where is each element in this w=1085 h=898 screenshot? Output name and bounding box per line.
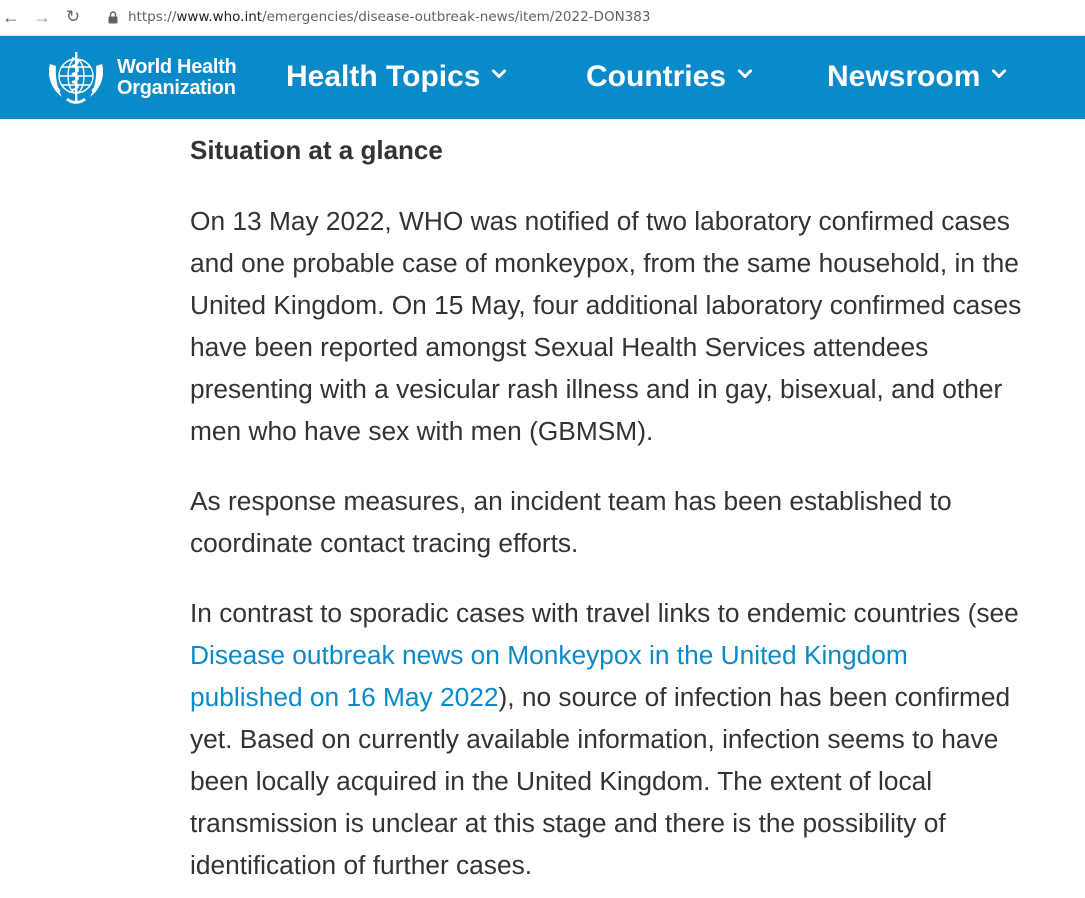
- who-logo-text[interactable]: [117, 57, 236, 99]
- who-emblem-icon[interactable]: [44, 48, 108, 108]
- lock-icon[interactable]: [108, 11, 118, 24]
- nav-newsroom[interactable]: [827, 58, 1006, 96]
- p3-line: In contrast to sporadic cases with travel links to endemic countries (see: [190, 598, 1019, 628]
- nav-health-topics[interactable]: [286, 58, 506, 96]
- nav-countries[interactable]: [586, 58, 752, 96]
- chevron-down-icon: [738, 67, 752, 81]
- section-heading: Situation at a glance: [190, 135, 443, 165]
- forward-arrow-icon[interactable]: →: [33, 7, 51, 27]
- paragraph-3: [190, 592, 1019, 886]
- url-path: /emergencies/disease-outbreak-news/item/2022-DON383: [262, 9, 651, 25]
- p3-after-link: ), no source of infection has been confirmed: [498, 682, 1011, 712]
- paragraph-1: [190, 200, 1021, 452]
- p1-line: United Kingdom. On 15 May, four additional laboratory confirmed cases: [190, 290, 1022, 320]
- back-arrow-icon[interactable]: ←: [2, 7, 20, 27]
- url-prefix: https://: [128, 9, 177, 25]
- don-monkeypox-uk-link[interactable]: Disease outbreak news on Monkeypox in the United Kingdom: [190, 640, 908, 670]
- p1-line: men who have sex with men (GBMSM).: [190, 416, 654, 446]
- nav-health-topics-label: Health Topics: [286, 60, 481, 93]
- p3-line: been locally acquired in the United Kingdom. The extent of local: [190, 766, 933, 796]
- site-header: [0, 36, 1085, 119]
- logo-line-2: Organization: [117, 77, 236, 99]
- p1-line: have been reported amongst Sexual Health Services attendees: [190, 332, 929, 362]
- p1-line: and one probable case of monkeypox, from the same household, in the: [190, 248, 1019, 278]
- paragraph-2: [190, 480, 952, 564]
- p2-line: coordinate contact tracing efforts.: [190, 528, 579, 558]
- p1-line: presenting with a vesicular rash illness and in gay, bisexual, and other: [190, 374, 1003, 404]
- chevron-down-icon: [992, 67, 1006, 81]
- url-host: www.who.int: [176, 9, 263, 25]
- p2-line: As response measures, an incident team has been established to: [190, 486, 952, 516]
- nav-newsroom-label: Newsroom: [827, 60, 981, 93]
- browser-toolbar: [0, 0, 1085, 36]
- don-monkeypox-uk-link-cont[interactable]: published on 16 May 2022: [190, 682, 499, 712]
- p3-line: yet. Based on currently available information, infection seems to have: [190, 724, 999, 754]
- p1-line: On 13 May 2022, WHO was notified of two laboratory confirmed cases: [190, 206, 1010, 236]
- article-body: [190, 130, 1085, 880]
- address-bar-url[interactable]: [128, 9, 650, 25]
- reload-icon[interactable]: ↻: [65, 7, 81, 26]
- p3-line: transmission is unclear at this stage and there is the possibility of: [190, 808, 946, 838]
- p3-line: identification of further cases.: [190, 850, 533, 880]
- logo-line-1: World Health: [117, 56, 237, 78]
- nav-countries-label: Countries: [586, 60, 727, 93]
- chevron-down-icon: [492, 67, 506, 81]
